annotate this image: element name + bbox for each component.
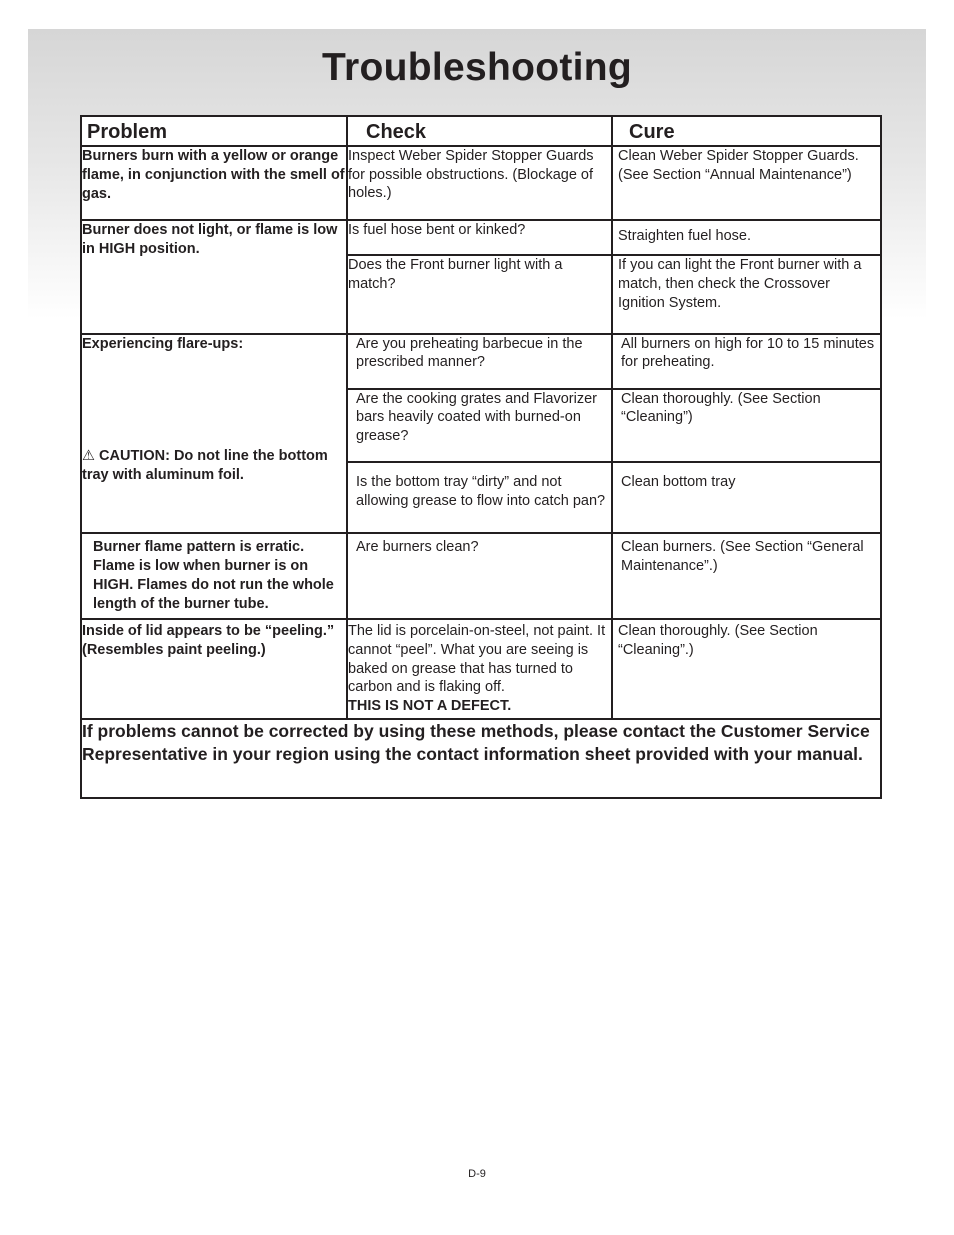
- check-cell: Inspect Weber Spider Stopper Guards for possible obstructions. (Blockage of holes.): [347, 146, 612, 220]
- check-text: The lid is porcelain-on-steel, not paint. It cannot “peel”. What you are seeing is baked on grease that has turned to carbon and is flaking off.: [348, 623, 606, 696]
- check-cell: Are burners clean?: [347, 533, 612, 619]
- not-a-defect-note: THIS IS NOT A DEFECT.: [348, 697, 512, 714]
- problem-cell: Inside of lid appears to be “peeling.” (Resembles paint peeling.): [81, 619, 347, 718]
- header-problem: Problem: [81, 116, 347, 146]
- cure-cell: Clean burners. (See Section “General Maintenance”.): [612, 533, 881, 619]
- troubleshooting-table: [80, 115, 882, 799]
- cure-cell: Clean thoroughly. (See Section “Cleaning”.): [612, 619, 881, 718]
- problem-cell: Burners burn with a yellow or orange flame, in conjunction with the smell of gas.: [81, 146, 347, 220]
- cure-cell: Clean bottom tray: [612, 462, 881, 533]
- cure-cell: Straighten fuel hose.: [612, 220, 881, 255]
- problem-text: Experiencing flare-ups:: [82, 335, 244, 352]
- table-footer-row: [81, 719, 881, 798]
- table-row: [81, 619, 881, 718]
- check-cell: Does the Front burner light with a match?: [347, 255, 612, 333]
- cure-cell: All burners on high for 10 to 15 minutes for preheating.: [612, 334, 881, 389]
- caution-text: CAUTION: Do not line the bottom tray with aluminum foil.: [82, 447, 328, 483]
- page-number: D-9: [468, 1168, 486, 1180]
- problem-cell: Burner flame pattern is erratic. Flame is low when burner is on HIGH. Flames do not run the whole length of the burner tube.: [81, 533, 347, 619]
- table-row: [81, 146, 881, 220]
- problem-cell: [81, 334, 347, 534]
- problem-cell: Burner does not light, or flame is low in HIGH position.: [81, 220, 347, 333]
- page-title: Troubleshooting: [322, 46, 632, 89]
- warning-triangle-icon: ⚠: [82, 447, 95, 464]
- header-cure: Cure: [612, 116, 881, 146]
- cure-cell: Clean Weber Spider Stopper Guards. (See Section “Annual Maintenance”): [612, 146, 881, 220]
- check-cell: [347, 619, 612, 718]
- check-cell: Are you preheating barbecue in the prescribed manner?: [347, 334, 612, 389]
- check-cell: Are the cooking grates and Flavorizer bars heavily coated with burned-on grease?: [347, 389, 612, 462]
- flare-up-problem: [82, 335, 346, 513]
- contact-support-note: If problems cannot be corrected by using these methods, please contact the Customer Service Representative in your region using the contact information sheet provided with your manual.: [81, 719, 881, 798]
- header-check: Check: [347, 116, 612, 146]
- table-row: [81, 334, 881, 389]
- table-header-row: [81, 116, 881, 146]
- caution-note: [82, 447, 346, 513]
- check-cell: Is fuel hose bent or kinked?: [347, 220, 612, 255]
- table-row: [81, 220, 881, 255]
- cure-cell: If you can light the Front burner with a match, then check the Crossover Ignition System.: [612, 255, 881, 333]
- cure-cell: Clean thoroughly. (See Section “Cleaning”): [612, 389, 881, 462]
- table-row: [81, 533, 881, 619]
- check-cell: Is the bottom tray “dirty” and not allowing grease to flow into catch pan?: [347, 462, 612, 533]
